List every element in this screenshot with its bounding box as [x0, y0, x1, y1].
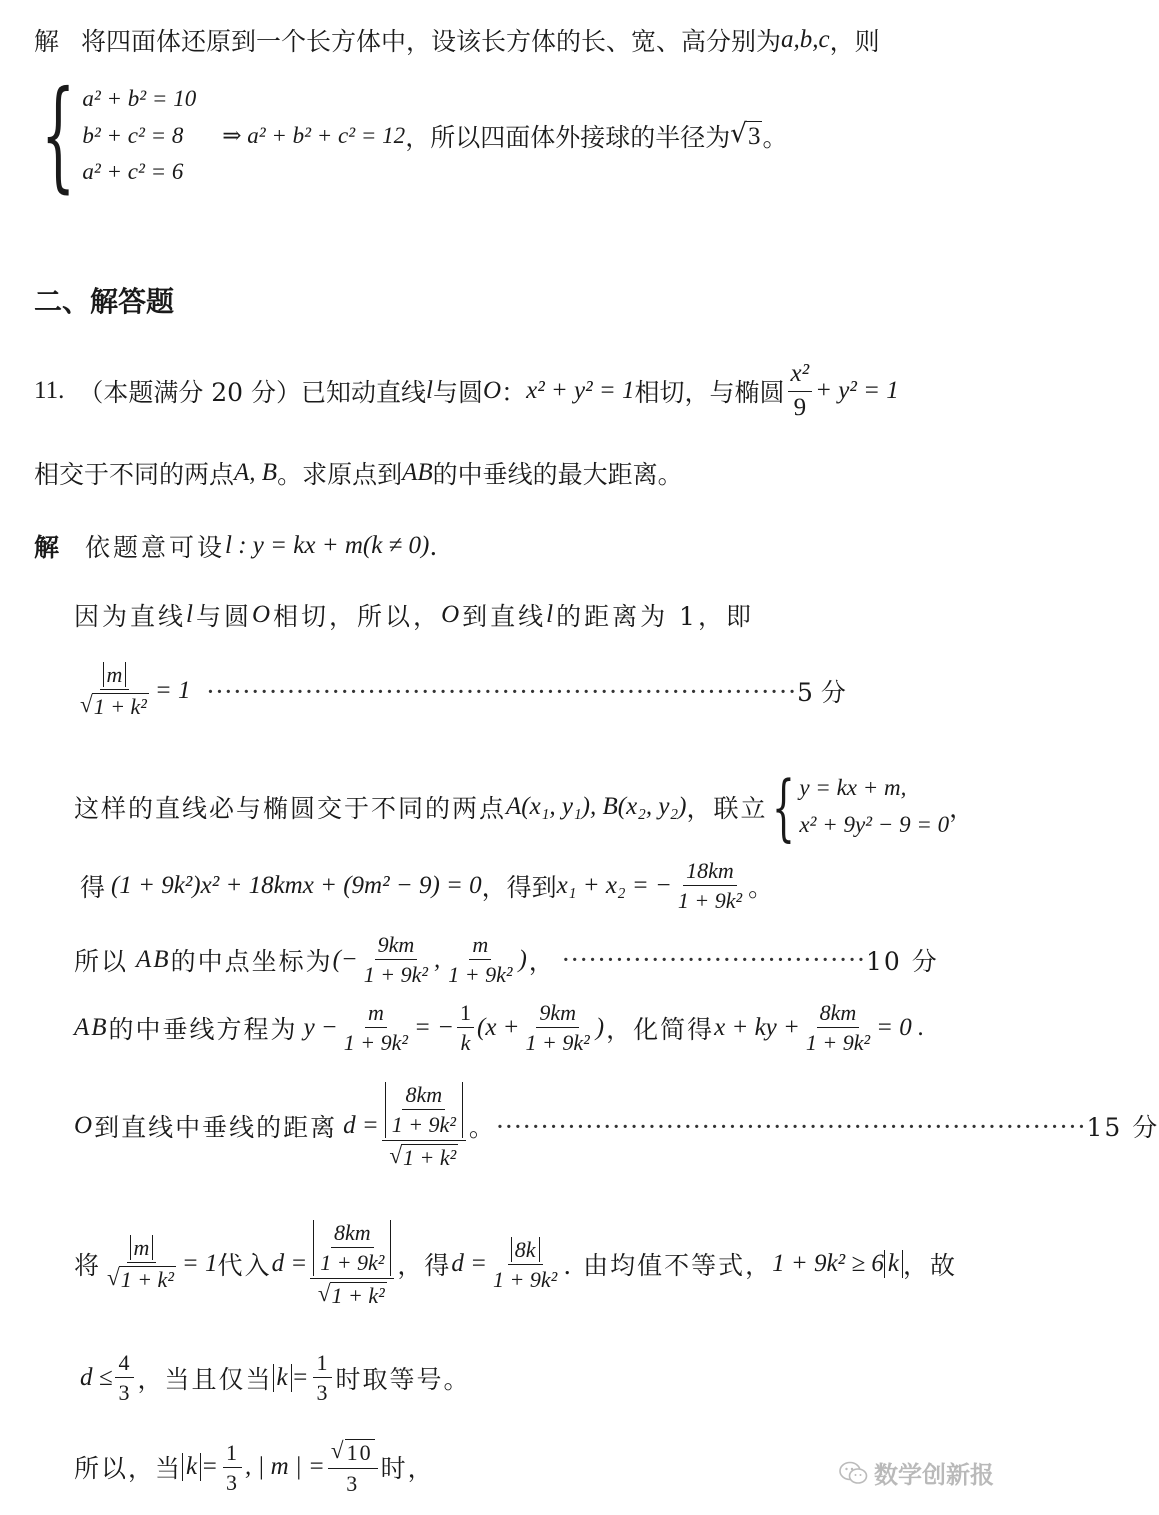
ellipse-fraction: $\frac{\text{x²}}{9}$: [788, 360, 813, 423]
solution-label: 解: [34, 533, 60, 562]
section-title: 二、解答题: [34, 285, 175, 318]
solution-intro: 解 依题意可设 l : y = kx + m(k ≠ 0) .: [34, 528, 437, 564]
left-brace: {: [40, 66, 76, 205]
wechat-icon: [838, 1460, 868, 1486]
distance-equation: m √ 1 + k² = 1 ·································································· 5 分: [74, 662, 846, 721]
score-15: 15 分: [1086, 1113, 1159, 1143]
distance-fraction: m √ 1 + k²: [80, 662, 147, 720]
dot-leader: ··································································: [206, 676, 798, 706]
intersect-line: 这样的直线必与椭圆交于不同的两点 A(x₁, y₁), B(x₂, y₂) ，联立 { y = kx + m, x² + 9y² − 9 = 0 ，: [74, 764, 977, 849]
quadratic-line: 得 (1 + 9k²)x² + 18kmx + (9m² − 9) = 0 ，得到 x₁ + x₂ = − $\frac{18km}{\text{1 + 9k²}}$ 。: [80, 858, 774, 914]
prev-implies: ⇒ a² + b² + c² = 12: [222, 123, 406, 148]
max-line: d ≤ $\frac{4}{3}$ ，当且仅当 k = $\frac{1}{3}$ 时取等号。: [80, 1350, 471, 1406]
problem-line2: 相交于不同的两点 A, B 。求原点到 AB 的中垂线的最大距离。: [34, 459, 683, 489]
watermark-text: 数学创新报: [874, 1461, 994, 1489]
prev-eq3: a² + c² = 6: [82, 159, 184, 185]
d-fraction: $\frac{8km}{\text{1 + 9k²}}$ √ 1 + k²: [382, 1082, 466, 1171]
score-5: 5 分: [797, 678, 846, 708]
tangent-line: 因为直线 l 与圆 O 相切，所以， O 到直线 l 的距离为 1，即: [74, 601, 754, 631]
substitute-line: 将 m √ 1 + k² = 1 代入 d = $\frac{8km}{\text{1 + 9k²}}$ √ 1 + k² ，得 d = $\frac{8k}{\text{1 + 9k²}}$ . 由均值不等式， 1 + 9k² ≥ 6 k ，故: [74, 1220, 957, 1308]
prev-eq1: a² + b² = 10: [82, 85, 197, 111]
prev-eq2: b² + c² = 8: [82, 122, 184, 148]
watermark: [838, 1455, 994, 1490]
distance-d-line: O 到直线中垂线的距离 d = $\frac{8km}{\text{1 + 9k²}}$ √ 1 + k² 。 ·································································· 15 分: [74, 1082, 1159, 1170]
score-10: 10 分: [866, 946, 939, 976]
prev-system: { a² + b² = 10 b² + c² = 8 a² + c² = 6 ⇒ a² + b² + c² = 12 ，所以四面体外接球的半径为 √ 3 。: [40, 66, 788, 205]
circle-equation: x² + y² = 1: [526, 377, 635, 405]
system-brace: {: [771, 764, 796, 849]
final-line: 所以，当 k = $\frac{1}{3}$ , | m | = √ 10 3 时，: [74, 1437, 435, 1497]
problem-line1: 11. （本题满分 20 分）已知动直线 l 与圆 O ： x² + y² = 1 相切，与椭圆 $\frac{\text{x²}}{9}$ + y² = 1: [34, 360, 899, 421]
dot-leader: ··································: [561, 945, 867, 975]
radius-sqrt: √ 3: [730, 118, 761, 150]
problem-number: 11.: [34, 377, 65, 405]
prev-solution-line1: 解 将四面体还原到一个长方体中，设该长方体的长、宽、高分别为 a,b,c ，则: [34, 22, 880, 58]
dot-leader: ··································································: [495, 1111, 1087, 1141]
perp-bisector-line: AB 的中垂线方程为 y − $\frac{m}{\text{1 + 9k²}}$ = − $\frac{1}{k}$ (x + $\frac{9km}{\text{1 + 9k²}}$ ) ，化简得 x + ky + $\frac{8km}{\text{1 + 9k²}}$ = 0 .: [74, 1000, 925, 1056]
prev-solution-label: 解: [34, 27, 60, 56]
midpoint-line: 所以 AB 的中点坐标为 (− $\frac{9km}{\text{1 + 9k²}}$ , $\frac{m}{\text{1 + 9k²}}$ ) ， ·································· 10 分: [74, 932, 939, 988]
